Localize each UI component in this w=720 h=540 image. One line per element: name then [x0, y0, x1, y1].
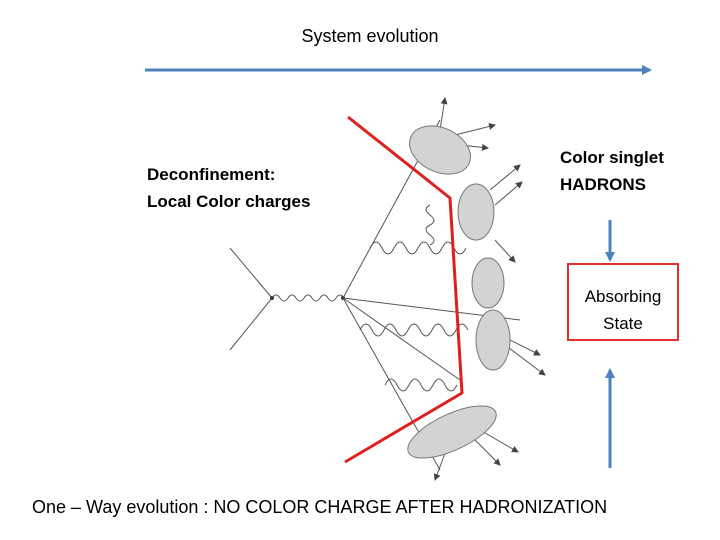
- absorbing-state-line1: Absorbing: [584, 287, 662, 306]
- hadron-blob: [402, 117, 479, 184]
- diagram-title: System evolution: [301, 26, 439, 46]
- color-singlet-line1: Color singlet: [560, 148, 664, 167]
- deconfinement-line1: Deconfinement:: [147, 165, 276, 184]
- color-singlet-label: [560, 144, 664, 198]
- hadron-blob: [401, 395, 503, 468]
- absorbing-state-line2: State: [603, 314, 643, 333]
- footer-caption: One – Way evolution : NO COLOR CHARGE AFTER HADRONIZATION: [32, 497, 608, 517]
- deconfinement-line2: Local Color charges: [147, 192, 311, 211]
- hadron-blob: [458, 184, 494, 240]
- deconfinement-label: [147, 161, 310, 215]
- gluon-line: [360, 324, 468, 336]
- absorbing-state-label: [569, 283, 677, 337]
- gluon-line: [385, 379, 457, 391]
- absorbing-state-box: [567, 263, 679, 341]
- gluon-line: [426, 205, 434, 245]
- hadron-blob: [472, 258, 504, 308]
- color-singlet-line2: HADRONS: [560, 175, 646, 194]
- hadron-blob: [476, 310, 510, 370]
